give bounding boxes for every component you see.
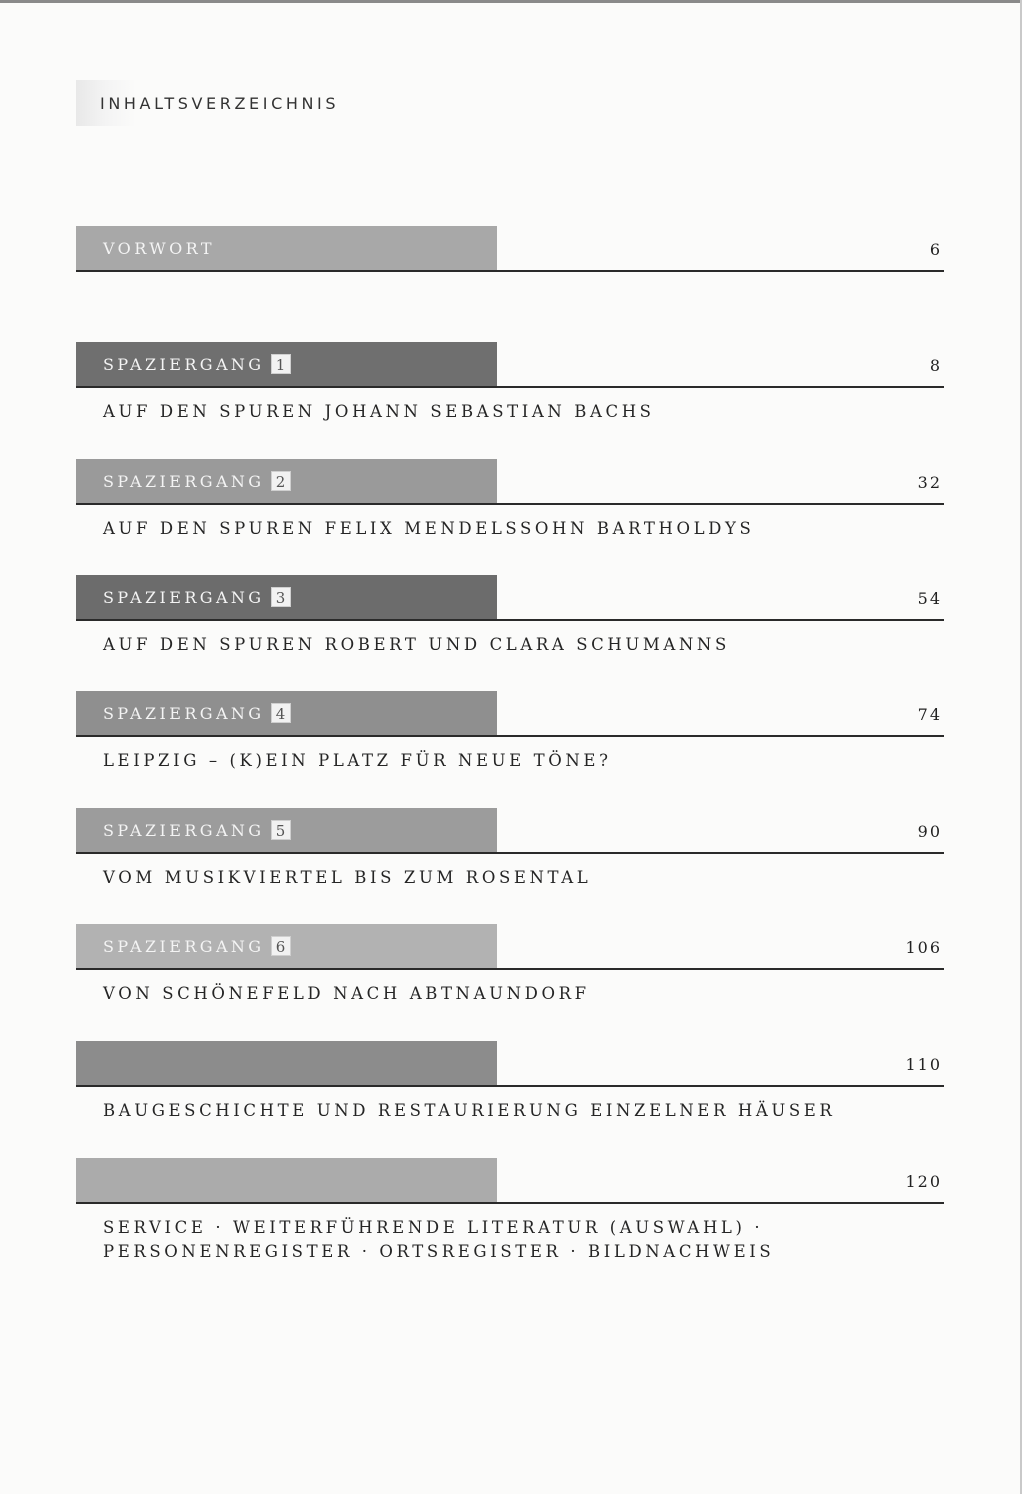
section-subtitle [103,866,591,890]
section-subtitle [103,749,612,773]
page-number: 120 [905,1172,942,1191]
section-rule [76,1085,944,1087]
page-number: 54 [917,589,942,608]
section-subtitle [103,1099,835,1123]
section-subtitle [103,633,730,657]
subtitle-line: PERSONENREGISTER · ORTSREGISTER · BILDNACHWEIS [103,1242,775,1261]
section-rule [76,1202,944,1204]
section-label: SPAZIERGANG [103,471,265,491]
section-bar [76,808,497,852]
subtitle-line: AUF DEN SPUREN JOHANN SEBASTIAN BACHS [103,402,655,421]
subtitle-line: VOM MUSIKVIERTEL BIS ZUM ROSENTAL [103,868,592,887]
section-rule [76,968,944,970]
section-bar [76,924,497,968]
subtitle-line: AUF DEN SPUREN ROBERT UND CLARA SCHUMANNS [103,635,730,654]
section-bar [76,1041,497,1085]
subtitle-line: AUF DEN SPUREN FELIX MENDELSSOHN BARTHOLDYS [103,519,755,538]
walk-number-box: 6 [271,936,291,956]
section-label: SPAZIERGANG [103,703,265,723]
section-bar [76,575,497,619]
page-number: 110 [905,1055,942,1074]
section-bar [76,226,497,270]
section-rule [76,503,944,505]
walk-number-box: 3 [271,587,291,607]
section-label: SPAZIERGANG [103,936,265,956]
walk-number-box: 5 [271,820,291,840]
section-subtitle [103,1216,774,1264]
section-label: SPAZIERGANG [103,587,265,607]
page-number: 90 [917,822,942,841]
subtitle-line: SERVICE · WEITERFÜHRENDE LITERATUR (AUSWAHL) · [103,1218,764,1237]
section-subtitle [103,982,590,1006]
walk-number-box: 1 [271,354,291,374]
section-bar [76,691,497,735]
walk-number-box: 2 [271,471,291,491]
section-bar [76,1158,497,1202]
section-label: SPAZIERGANG [103,820,265,840]
section-subtitle [103,400,655,424]
section-rule [76,386,944,388]
section-bar [76,342,497,386]
page-title: INHALTSVERZEICHNIS [76,80,406,126]
section-rule [76,619,944,621]
section-subtitle [103,517,754,541]
subtitle-line: VON SCHÖNEFELD NACH ABTNAUNDORF [103,984,590,1003]
section-label: VORWORT [103,238,215,258]
page-number: 6 [929,240,942,259]
section-rule [76,270,944,272]
page-top-edge [0,0,1022,3]
subtitle-line: LEIPZIG – (K)EIN PLATZ FÜR NEUE TÖNE? [103,751,612,770]
page-number: 74 [917,705,942,724]
section-rule [76,735,944,737]
page-number: 8 [929,356,942,375]
subtitle-line: BAUGESCHICHTE UND RESTAURIERUNG EINZELNER HÄUSER [103,1101,836,1120]
walk-number-box: 4 [271,703,291,723]
section-bar [76,459,497,503]
page-number: 106 [905,938,942,957]
section-rule [76,852,944,854]
page-number: 32 [917,473,942,492]
section-label: SPAZIERGANG [103,354,265,374]
